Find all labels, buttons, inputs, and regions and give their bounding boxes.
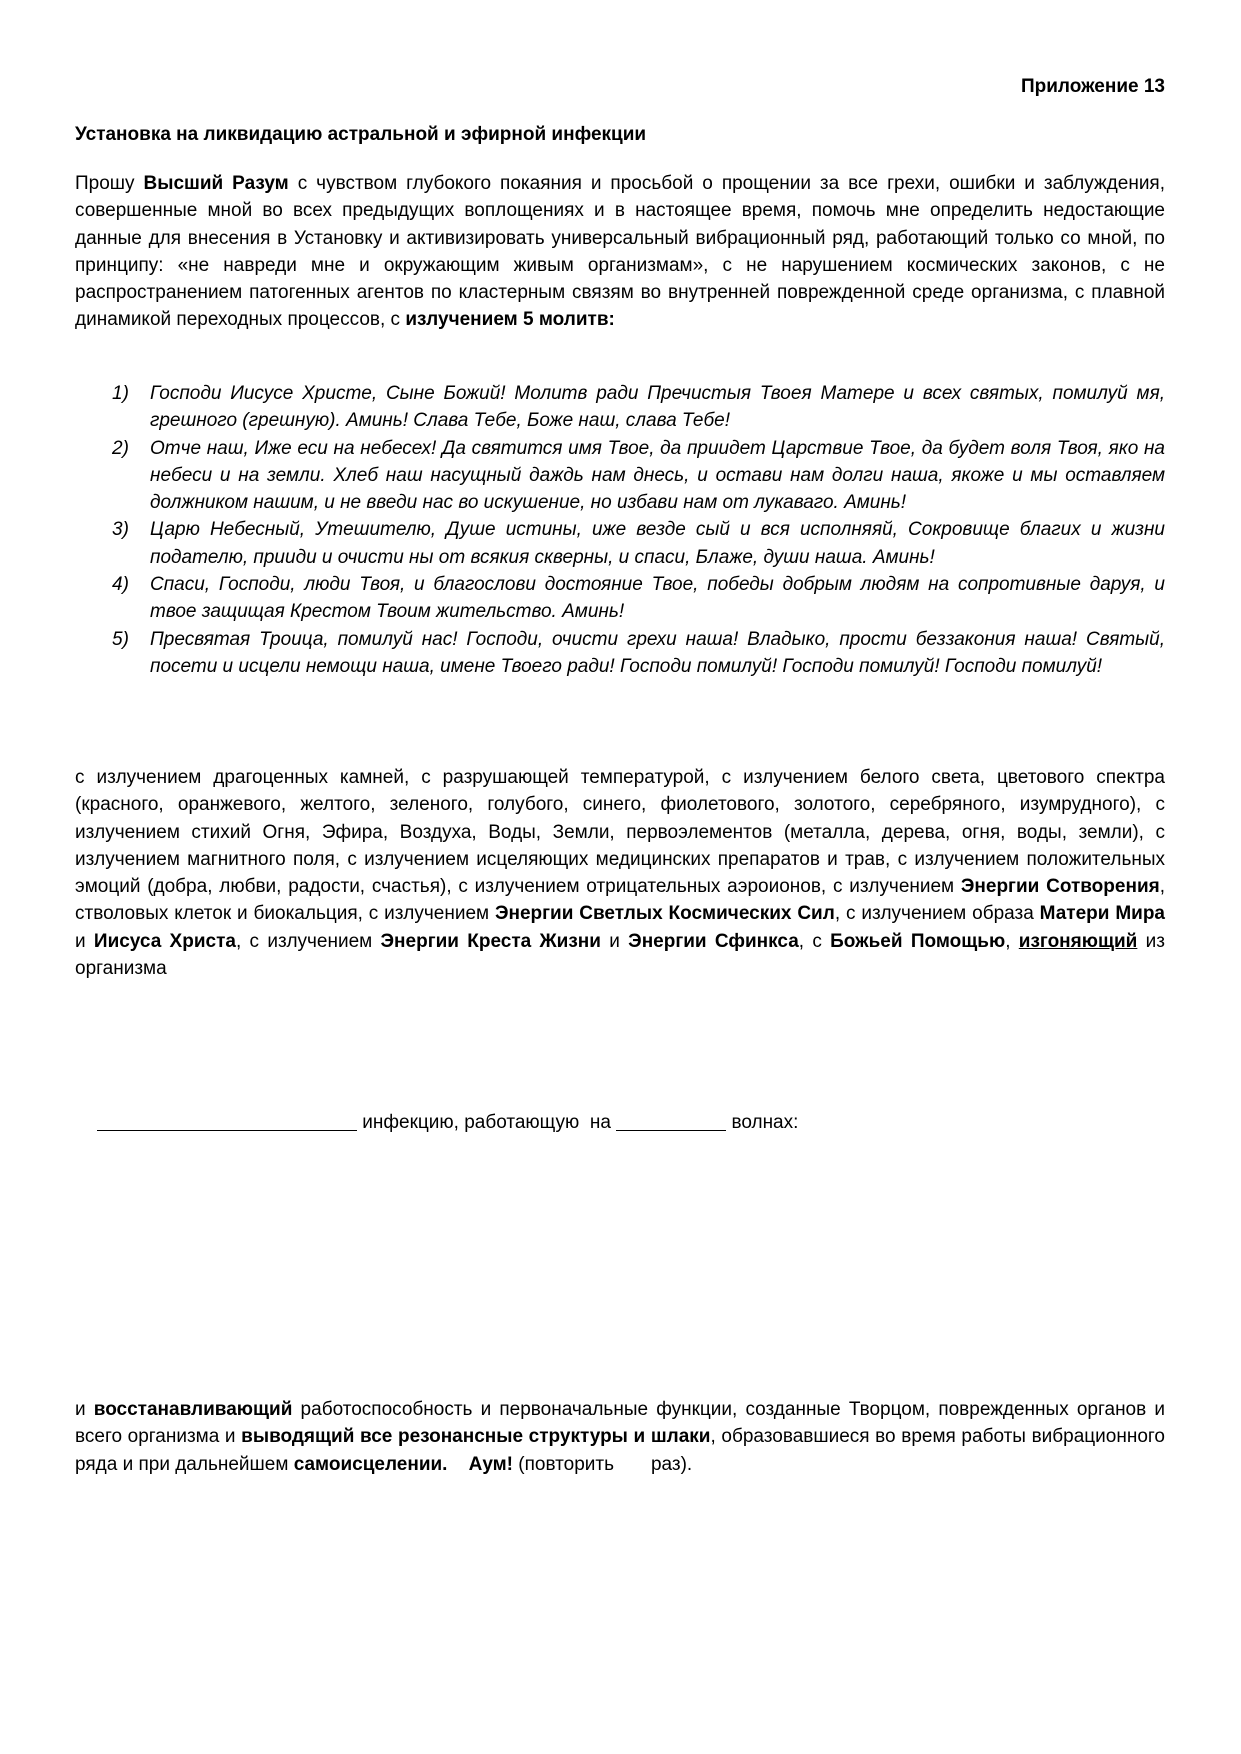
closing-bold: выводящий все резонансные структуры и шлаки	[241, 1426, 711, 1448]
prayer-item	[75, 571, 1165, 626]
prayer-item	[75, 380, 1165, 435]
prayer-text: Царю Небесный, Утешителю, Душе истины, иже везде сый и вся исполняяй, Сокровище благих и жизни подателю, прииди и очисти ны от всякия скверны, и спаси, Блаже, души наша. Аминь!	[150, 519, 1165, 568]
intro-text: с чувством глубокого покаяния и просьбой о прощении за все грехи, ошибки и заблуждения, совершенные мной во всех предыдущих воплощениях и в настоящее время, помочь мне определить недостающие данные для внесения в Установку и активизировать универсальный вибрационный ряд, работающий только со мной, по принципу: «не навреди мне и окружающим живым организмам», с не нарушением космических законов, с не распространением патогенных агентов по кластерным связям во внутренней поврежденной среде организма, с плавной динамикой переходных процессов, с	[75, 173, 1165, 331]
emission-text: из организма	[75, 930, 1165, 980]
closing-bold: самоисцелении.	[293, 1453, 448, 1475]
closing-spacer	[447, 1454, 468, 1475]
document-title: Установка на ликвидацию астральной и эфирной инфекции	[75, 124, 647, 145]
emission-text: и	[600, 930, 629, 952]
fill-in-text: волнах:	[726, 1112, 799, 1133]
prayer-text: Пресвятая Троица, помилуй нас! Господи, очисти грехи наша! Владыко, прости беззакония наша! Святый, посети и исцели немощи наша, имене Твоего ради! Господи помилуй! Господи помилуй! Господи помилуй!	[150, 628, 1165, 677]
fill-in-line	[97, 1110, 798, 1134]
fill-in-text: инфекцию, работающую на	[357, 1112, 617, 1133]
emission-text: и	[75, 930, 94, 952]
emission-text: ,	[1005, 930, 1019, 952]
prayer-text: Господи Иисусе Христе, Сыне Божий! Молитв ради Пречистыя Твоея Матере и всех святых, помилуй мя, грешного (грешную). Аминь! Слава Тебе, Боже наш, слава Тебе!	[150, 383, 1165, 432]
emission-bold: Иисуса Христа	[93, 930, 236, 952]
closing-text: работоспособность и первоначальные функции, созданные Творцом, поврежденных органов и всего организма и	[75, 1399, 1165, 1448]
prayer-item	[75, 516, 1165, 571]
emission-bold: Энергии Креста Жизни	[380, 930, 601, 952]
emission-text: , стволовых клеток и биокальция, с излучением	[75, 876, 1165, 925]
emission-text: , с излучением	[235, 930, 381, 952]
emission-paragraph	[75, 764, 1165, 982]
emission-bold-underlined: изгоняющий	[1018, 930, 1138, 952]
intro-bold-higher-mind: Высший Разум	[143, 173, 289, 194]
closing-repeat-text: (повторить раз).	[513, 1453, 693, 1475]
closing-paragraph	[75, 1396, 1165, 1478]
prayer-item	[75, 435, 1165, 517]
emission-text: , с	[798, 930, 831, 952]
prayer-text: Отче наш, Иже еси на небесех! Да святится имя Твое, да приидет Царствие Твое, да будет воля Твоя, яко на небеси и на земли. Хлеб наш насущный даждь нам днесь, и остави нам долги наша, якоже и мы оставляем должником нашим, и не введи нас во искушение, но избави нам от лукаваго. Аминь!	[150, 437, 1165, 514]
prayer-number: 3)	[112, 519, 129, 541]
emission-bold: Матери Мира	[1039, 903, 1165, 925]
prayer-item	[75, 626, 1165, 681]
closing-bold: восстанавливающий	[93, 1399, 293, 1420]
appendix-label: Приложение 13	[1020, 76, 1165, 97]
closing-bold-aum: Аум!	[468, 1453, 514, 1475]
intro-paragraph	[75, 170, 1165, 334]
emission-text: , с излучением образа	[834, 903, 1040, 925]
closing-text: и	[75, 1399, 94, 1420]
prayer-number: 2)	[112, 437, 129, 459]
intro-bold-prayers: излучением 5 молитв:	[405, 309, 615, 331]
closing-text: , образовавшиеся во время работы вибрационного ряда и при дальнейшем	[75, 1426, 1165, 1475]
emission-bold: Энергии Светлых Космических Сил	[494, 903, 835, 925]
prayer-text: Спаси, Господи, люди Твоя, и благослови достояние Твое, победы добрым людям на сопротивные даруя, и твое защищая Крестом Твоим жительство. Аминь!	[150, 574, 1165, 623]
emission-text: с излучением драгоценных камней, с разрушающей температурой, с излучением белого света, цветового спектра (красного, оранжевого, желтого, зеленого, голубого, синего, фиолетового, золотого, серебряного, изумрудного), с излучением стихий Огня, Эфира, Воздуха, Воды, Земли, первоэлементов (металла, дерева, огня, воды, земли), с излучением магнитного поля, с излучением исцеляющих медицинских препаратов и трав, с излучением положительных эмоций (добра, любви, радости, счастья), с излучением отрицательных аэроионов, с излучением	[75, 767, 1165, 898]
emission-bold: Энергии Сотворения	[960, 876, 1160, 898]
emission-bold: Божьей Помощью	[830, 930, 1006, 952]
infection-name-field[interactable]	[97, 1110, 357, 1131]
waves-field[interactable]	[616, 1110, 726, 1131]
prayer-list	[75, 380, 1165, 680]
prayer-number: 4)	[112, 574, 129, 596]
intro-text: Прошу	[75, 173, 144, 194]
prayer-number: 5)	[112, 628, 129, 650]
emission-bold: Энергии Сфинкса	[628, 930, 799, 952]
prayer-number: 1)	[112, 383, 129, 404]
